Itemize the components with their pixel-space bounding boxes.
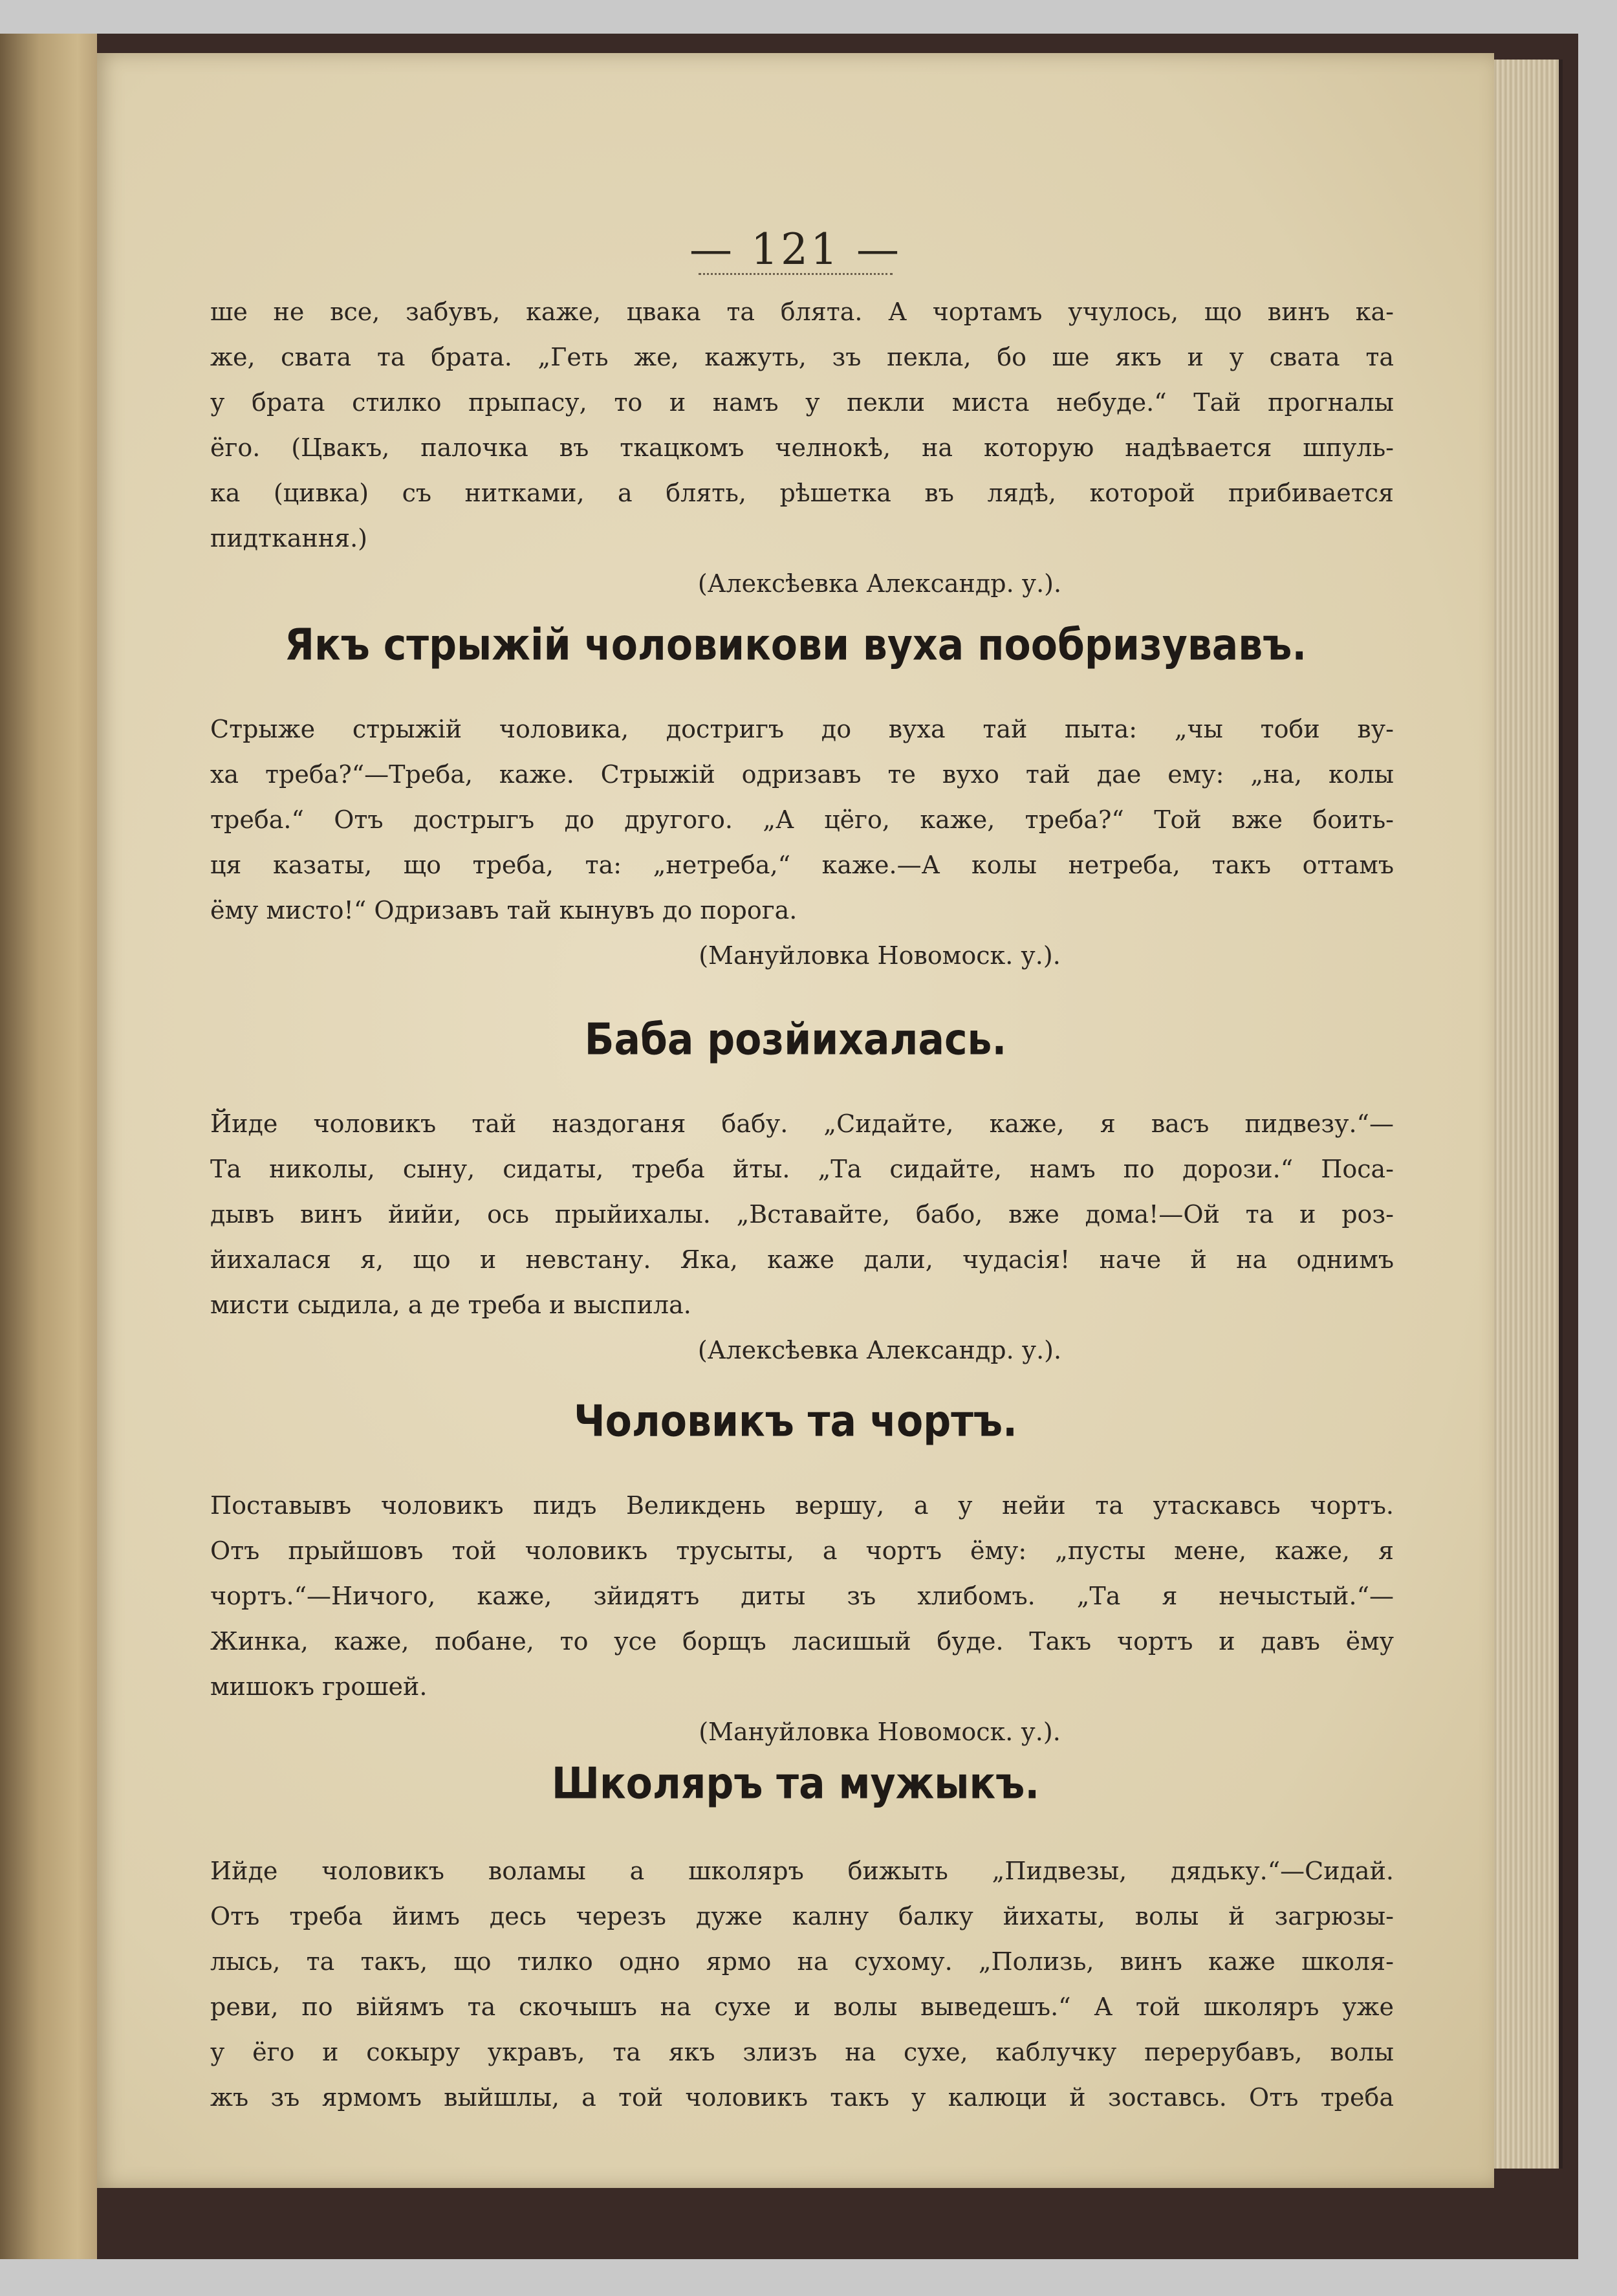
text-line: ка (цивка) съ нитками, а блять, рѣшетка въ лядѣ, которой прибивается [210,479,1394,507]
section-3-text [210,1101,1394,1373]
text-line: дывъ винъ йийи, ось прыйихалы. „Вставайте, бабо, вже дома!—Ой та и роз- [210,1200,1394,1229]
section-2-text [210,706,1394,978]
section-1-text [210,289,1394,606]
text-line: чортъ.“—Ничого, каже, зйидятъ диты зъ хлибомъ. „Та я нечыстый.“— [210,1582,1394,1610]
story-title: Школяръ та мужыкъ. [551,1758,1040,1809]
section-4-text [210,1483,1394,1755]
page-number: — 121 — [689,224,902,274]
text-line: Стрыже стрыжій чоловика, достригъ до вуха тай пыта: „чы тоби ву- [210,715,1394,743]
text-line: Та николы, сыну, сидаты, треба йты. „Та сидайте, намъ по дорози.“ Поса- [210,1155,1394,1183]
text-line: ёму мисто!“ Одризавъ тай кынувъ до порога. [210,896,798,924]
text-line: пидткання.) [210,524,368,552]
left-page-edge [0,34,97,2259]
text-line: у брата стилко прыпасу, то и намъ у пекли миста небуде.“ Тай прогналы [210,388,1394,417]
text-line: Ийде чоловикъ воламы а школяръ бижыть „Пидвезы, дядьку.“—Сидай. [210,1857,1394,1885]
text-line: ёго. (Цвакъ, палочка въ ткацкомъ челнокѣ, на которую надѣвается шпуль- [210,433,1394,462]
text-line: ше не все, забувъ, каже, цвака та блята. А чортамъ учулось, що винъ ка- [210,298,1394,326]
story-title: Баба розйихалась. [584,1014,1007,1066]
source-note: (Мануйловка Новомоск. у.). [699,1718,1061,1746]
text-line: Йиде чоловикъ тай наздоганя бабу. „Сидайте, каже, я васъ пидвезу.“— [210,1110,1394,1138]
text-line: мисти сыдила, а де треба и выспила. [210,1291,691,1319]
text-line: Отъ треба йимъ десь черезъ дуже калну балку йихаты, волы й загрюзы- [210,1902,1394,1930]
text-line: треба.“ Отъ дострыгъ до другого. „А цёго, каже, треба?“ Той вже боить- [210,805,1394,834]
text-line: йихалася я, що и невстану. Яка, каже дали, чудасія! наче й на однимъ [210,1245,1394,1274]
text-line: Отъ прыйшовъ той чоловикъ трусыты, а чортъ ёму: „пусты мене, каже, я [210,1536,1394,1565]
text-line: мишокъ грошей. [210,1672,428,1701]
page-number-rule [699,273,893,278]
page-stack-edge [1488,60,1563,2169]
source-note: (Алексѣевка Александр. у.). [697,1336,1062,1364]
story-title: Якъ стрыжій чоловикови вуха пообризувавъ. [284,619,1307,671]
text-line: реви, по війямъ та скочышъ на сухе и волы выведешъ.“ А той школяръ уже [210,1993,1394,2021]
source-note: (Мануйловка Новомоск. у.). [699,941,1061,970]
text-line: у ёго и сокыру укравъ, та якъ злизъ на сухе, каблучку перерубавъ, волы [210,2038,1394,2066]
scanned-book-spread [0,34,1578,2259]
text-line: Жинка, каже, побане, то усе борщъ ласишый буде. Такъ чортъ и давъ ёму [210,1627,1394,1656]
text-line: лысь, та такъ, що тилко одно ярмо на сухому. „Полизь, винъ каже школя- [210,1947,1394,1976]
text-line: ха треба?“—Треба, каже. Стрыжій одризавъ те вухо тай дае ему: „на, колы [210,760,1394,789]
source-note: (Алексѣевка Александр. у.). [697,569,1062,598]
book-page [97,53,1494,2188]
text-line: ця казаты, що треба, та: „нетреба,“ каже.—А колы нетреба, такъ оттамъ [210,851,1394,879]
section-5-text [210,1848,1394,2120]
story-title: Чоловикъ та чортъ. [574,1395,1017,1447]
text-line: Поставывъ чоловикъ пидъ Великдень вершу, а у нейи та утаскавсь чортъ. [210,1491,1394,1520]
text-line: же, свата та брата. „Геть же, кажуть, зъ пекла, бо ше якъ и у свата та [210,343,1394,371]
text-line: жъ зъ ярмомъ выйшлы, а той чоловикъ такъ у калюци й зоставсь. Отъ треба [210,2083,1394,2112]
